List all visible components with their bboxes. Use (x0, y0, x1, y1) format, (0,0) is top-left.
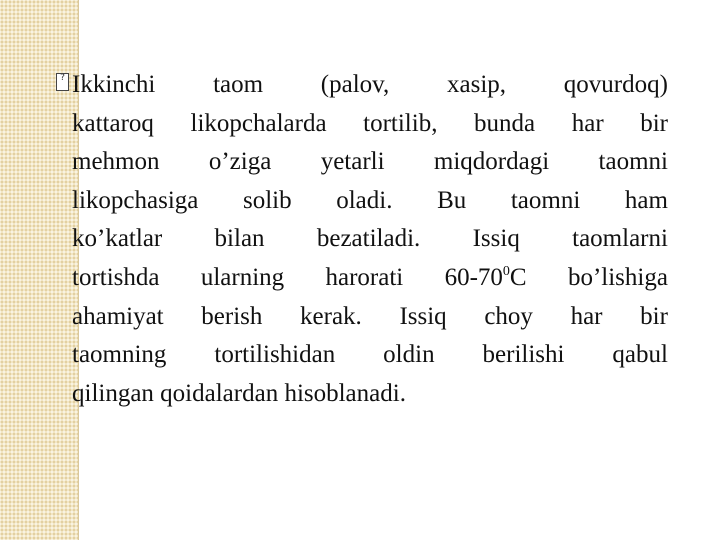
word: taomni (598, 148, 668, 176)
word: likopchasiga (72, 186, 199, 214)
word: qilingan qoidalardan hisoblanadi. (72, 379, 406, 407)
paragraph-line-1 (72, 66, 668, 105)
paragraph-line-3 (72, 143, 668, 182)
word: kerak. (300, 302, 362, 330)
word: Issiq (399, 302, 447, 330)
bullet-glyph-icon (56, 73, 69, 91)
word: kattaroq (72, 109, 154, 137)
word: xasip, (447, 71, 507, 98)
word: ahamiyat (72, 302, 164, 330)
temperature-value (445, 259, 527, 298)
word: har (570, 302, 603, 330)
paragraph-line-7 (72, 298, 668, 337)
word: miqdordagi (433, 148, 550, 176)
word: bilan (214, 225, 265, 253)
word: yetarli (320, 148, 385, 176)
degree-superscript: 0 (502, 263, 510, 279)
word: likopchalarda (190, 109, 327, 137)
word: qovurdoq) (563, 71, 668, 98)
word: Bu (437, 186, 467, 214)
word: tortilishidan (214, 341, 336, 369)
word: tortilib, (363, 109, 438, 137)
paragraph-line-2 (72, 105, 668, 144)
word: o’ziga (208, 148, 272, 176)
word: harorati (325, 263, 404, 291)
word: oldin (383, 341, 435, 369)
paragraph-line-6 (72, 259, 668, 298)
temperature-range: 60-70 (444, 263, 503, 291)
word: berish (201, 302, 263, 330)
word: choy (484, 302, 533, 330)
word: bir (640, 302, 668, 330)
word: ko’katlar (72, 225, 163, 253)
celsius-unit: C (509, 263, 527, 291)
word: bo’lishiga (567, 263, 668, 291)
word: taomlarni (572, 225, 668, 253)
word: taomning (72, 341, 167, 369)
paragraph-line-9 (72, 375, 668, 414)
word: oladi. (336, 186, 393, 214)
word: Issiq (472, 225, 520, 253)
word: har (571, 109, 604, 137)
bullet-glyph-text: ? (59, 73, 66, 83)
paragraph-line-4 (72, 182, 668, 221)
word: tortishda (72, 263, 160, 291)
word: Ikkinchi (72, 71, 156, 98)
word: qabul (612, 341, 668, 369)
word: ham (624, 186, 668, 214)
word: solib (242, 186, 292, 214)
paragraph-line-5 (72, 220, 668, 259)
paragraph-line-8 (72, 336, 668, 375)
word: (palov, (320, 71, 390, 98)
word: berilishi (482, 341, 565, 369)
word: ularning (200, 263, 285, 291)
paragraph (72, 66, 668, 413)
word: bir (640, 109, 668, 137)
word: mehmon (72, 148, 160, 176)
word: bunda (474, 109, 536, 137)
word: taomni (510, 186, 581, 214)
word: taom (213, 71, 264, 98)
word: bezatiladi. (316, 225, 421, 253)
